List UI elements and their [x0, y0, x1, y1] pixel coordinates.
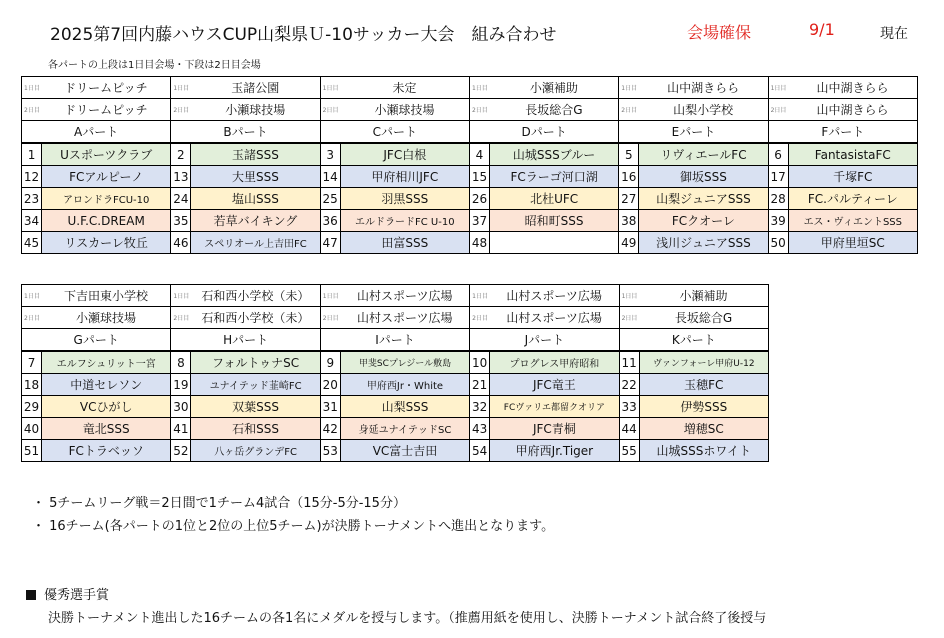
venue-cell: 下吉田東小学校 — [42, 285, 171, 307]
team-name: VC富士吉田 — [340, 440, 469, 462]
square-bullet-icon — [26, 590, 36, 600]
team-name: U.F.C.DREAM — [42, 210, 171, 232]
team-number: 18 — [22, 374, 42, 396]
venue-cell: 山村スポーツ広場 — [490, 307, 619, 329]
team-name: エルドラードFC U-10 — [340, 210, 469, 232]
team-name: アロンドラFCU-10 — [42, 188, 171, 210]
team-row — [22, 396, 769, 418]
venue-cell: 石和西小学校（未） — [191, 307, 320, 329]
bracket-table-g-to-k — [21, 284, 769, 472]
team-name: 伊勢SSS — [639, 396, 768, 418]
award-text: 決勝トーナメント進出した16チームの各1名にメダルを授与します。（推薦用紙を使用し、決勝トーナメント試合終了後授与 — [48, 611, 767, 626]
team-name: JFC竜王 — [490, 374, 619, 396]
team-name: 大里SSS — [191, 166, 320, 188]
venue-cell: 石和西小学校（未） — [191, 285, 320, 307]
venue-cell: 小瀬球技場 — [340, 99, 469, 121]
venue-cell: 山村スポーツ広場 — [340, 307, 469, 329]
day-label: 2日目 — [320, 99, 340, 121]
team-number: 6 — [768, 143, 788, 166]
team-name: リスカーレ牧丘 — [42, 232, 171, 254]
team-name: 竜北SSS — [42, 418, 171, 440]
team-name: FCトラベッソ — [42, 440, 171, 462]
venue-cell: 小瀬球技場 — [42, 307, 171, 329]
team-name: 塩山SSS — [191, 188, 320, 210]
venue-cell: 山村スポーツ広場 — [490, 285, 619, 307]
team-row — [22, 166, 918, 188]
team-number: 53 — [320, 440, 340, 462]
team-name: 田富SSS — [340, 232, 469, 254]
team-name: プログレス甲府昭和 — [490, 351, 619, 374]
team-name: 山梨SSS — [340, 396, 469, 418]
team-name: 若草バイキング — [191, 210, 320, 232]
team-number: 54 — [470, 440, 490, 462]
part-label: Dパート — [469, 121, 618, 144]
award-heading — [26, 584, 109, 603]
team-number: 22 — [619, 374, 639, 396]
team-name: 中道セレソン — [42, 374, 171, 396]
team-name: 浅川ジュニアSSS — [639, 232, 768, 254]
team-number: 31 — [320, 396, 340, 418]
day-label: 1日目 — [171, 77, 191, 99]
venue-cell: 山中湖きらら — [639, 77, 768, 99]
day-label: 1日目 — [469, 77, 489, 99]
team-number: 52 — [171, 440, 191, 462]
team-name: 羽黒SSS — [340, 188, 469, 210]
team-name: FCヴァリエ都留クオリア — [490, 396, 619, 418]
team-number: 43 — [470, 418, 490, 440]
team-row — [22, 351, 769, 374]
team-name: FCアルピーノ — [42, 166, 171, 188]
spacer-cell — [22, 462, 769, 473]
venue-cell: 山村スポーツ広場 — [340, 285, 469, 307]
team-number: 50 — [768, 232, 788, 254]
part-label-row — [22, 121, 918, 144]
team-name: ユナイテッド韮崎FC — [191, 374, 320, 396]
team-name: 甲府相川JFC — [340, 166, 469, 188]
team-row — [22, 374, 769, 396]
team-number: 9 — [320, 351, 340, 374]
team-number: 51 — [22, 440, 42, 462]
venue-cell: 長坂総合G — [639, 307, 768, 329]
team-name: 玉穂FC — [639, 374, 768, 396]
team-number: 38 — [619, 210, 639, 232]
team-number: 34 — [22, 210, 42, 232]
team-row — [22, 232, 918, 254]
part-label: Iパート — [320, 329, 469, 352]
team-number: 8 — [171, 351, 191, 374]
venue-note: 各パートの上段は1日目会場・下段は2日目会場 — [48, 60, 261, 71]
rule-league-format: ・ 5チームリーグ戦＝2日間で1チーム4試合（15分-5分-15分） — [32, 496, 406, 511]
day-label: 2日目 — [469, 99, 489, 121]
day-label: 1日目 — [470, 285, 490, 307]
part-label: Gパート — [22, 329, 171, 352]
team-number: 30 — [171, 396, 191, 418]
page-title: 2025第7回内藤ハウスCUP山梨県Ｕ-10サッカー大会 組み合わせ — [50, 25, 557, 45]
day-label: 2日目 — [768, 99, 788, 121]
team-number: 23 — [22, 188, 42, 210]
venue-cell: 小瀬補助 — [489, 77, 618, 99]
team-number: 42 — [320, 418, 340, 440]
team-name: 甲府西Jr・White — [340, 374, 469, 396]
day-label: 2日目 — [171, 99, 191, 121]
team-name: 玉諸SSS — [191, 143, 320, 166]
team-name: 山城SSSブルー — [489, 143, 618, 166]
spacer-row — [22, 254, 918, 265]
team-number: 3 — [320, 143, 340, 166]
venue-cell: 山梨小学校 — [639, 99, 768, 121]
team-number: 46 — [171, 232, 191, 254]
team-number: 40 — [22, 418, 42, 440]
day-label: 1日目 — [171, 285, 191, 307]
status-date: 9/1 — [809, 20, 835, 39]
team-number: 44 — [619, 418, 639, 440]
team-name: 増穂SC — [639, 418, 768, 440]
team-number: 11 — [619, 351, 639, 374]
day-label: 2日目 — [22, 307, 42, 329]
team-number: 14 — [320, 166, 340, 188]
day-label: 1日目 — [22, 285, 42, 307]
part-label-row — [22, 329, 769, 352]
part-label: Fパート — [768, 121, 917, 144]
team-number: 36 — [320, 210, 340, 232]
day-label: 1日目 — [320, 77, 340, 99]
team-number: 17 — [768, 166, 788, 188]
venue-status-label: 会場確保 — [687, 23, 752, 42]
team-name: リヴィエールFC — [639, 143, 768, 166]
team-name: 北杜UFC — [489, 188, 618, 210]
venue-cell: 長坂総合G — [489, 99, 618, 121]
day-label: 1日目 — [22, 77, 42, 99]
day-label: 1日目 — [768, 77, 788, 99]
day2-venue-row — [22, 99, 918, 121]
team-number: 13 — [171, 166, 191, 188]
team-number: 10 — [470, 351, 490, 374]
team-name: 八ヶ岳グランデFC — [191, 440, 320, 462]
team-name: Uスポーツクラブ — [42, 143, 171, 166]
team-number: 27 — [619, 188, 639, 210]
part-label: Aパート — [22, 121, 171, 144]
team-name: スペリオール上吉田FC — [191, 232, 320, 254]
team-number: 28 — [768, 188, 788, 210]
rule-tournament-advance: ・ 16チーム(各パートの1位と2位の上位5チーム)が決勝トーナメントへ進出となります。 — [32, 519, 555, 534]
venue-cell: 小瀬補助 — [639, 285, 768, 307]
venue-cell: 山中湖きらら — [788, 99, 917, 121]
day-label: 2日目 — [619, 307, 639, 329]
team-number: 19 — [171, 374, 191, 396]
team-name: 山梨ジュニアSSS — [639, 188, 768, 210]
team-name: エス・ヴィエントSSS — [788, 210, 917, 232]
part-label: Hパート — [171, 329, 320, 352]
day-label: 2日目 — [171, 307, 191, 329]
part-label: Bパート — [171, 121, 320, 144]
team-number: 7 — [22, 351, 42, 374]
day-label: 2日目 — [619, 99, 639, 121]
team-number: 16 — [619, 166, 639, 188]
team-name: FC.パルティーレ — [788, 188, 917, 210]
award-heading-label: 優秀選手賞 — [44, 588, 110, 603]
team-name: FCクオーレ — [639, 210, 768, 232]
day1-venue-row — [22, 285, 769, 307]
team-number: 1 — [22, 143, 42, 166]
team-name: 御坂SSS — [639, 166, 768, 188]
team-number: 4 — [469, 143, 489, 166]
team-number: 45 — [22, 232, 42, 254]
part-label: Cパート — [320, 121, 469, 144]
team-name: 石和SSS — [191, 418, 320, 440]
team-name: JFC青桐 — [490, 418, 619, 440]
team-name: 甲斐SCプレジール敷島 — [340, 351, 469, 374]
team-number: 37 — [469, 210, 489, 232]
spacer-row — [22, 462, 769, 473]
team-row — [22, 143, 918, 166]
venue-cell: 小瀬球技場 — [191, 99, 320, 121]
team-row — [22, 210, 918, 232]
team-name: JFC白根 — [340, 143, 469, 166]
venue-cell: 山中湖きらら — [788, 77, 917, 99]
team-number: 48 — [469, 232, 489, 254]
team-name: 千塚FC — [788, 166, 917, 188]
part-label: Eパート — [619, 121, 768, 144]
day-label: 1日目 — [619, 285, 639, 307]
team-name: 双葉SSS — [191, 396, 320, 418]
part-label: Jパート — [470, 329, 619, 352]
team-number: 35 — [171, 210, 191, 232]
team-number: 55 — [619, 440, 639, 462]
team-number: 26 — [469, 188, 489, 210]
team-number: 29 — [22, 396, 42, 418]
team-number: 21 — [470, 374, 490, 396]
bracket-table-a-to-f — [21, 76, 918, 264]
team-name: 山城SSSホワイト — [639, 440, 768, 462]
team-name: ヴァンフォーレ甲府U-12 — [639, 351, 768, 374]
team-row — [22, 418, 769, 440]
team-name: 昭和町SSS — [489, 210, 618, 232]
team-number: 33 — [619, 396, 639, 418]
team-number: 24 — [171, 188, 191, 210]
day-label: 2日目 — [470, 307, 490, 329]
team-name: 甲府西Jr.Tiger — [490, 440, 619, 462]
day-label: 2日目 — [320, 307, 340, 329]
team-number: 49 — [619, 232, 639, 254]
venue-cell: ドリームピッチ — [42, 99, 171, 121]
venue-cell: 未定 — [340, 77, 469, 99]
team-name: エルフシュリット一宮 — [42, 351, 171, 374]
team-number: 5 — [619, 143, 639, 166]
team-name: フォルトゥナSC — [191, 351, 320, 374]
day-label: 2日目 — [22, 99, 42, 121]
team-number: 32 — [470, 396, 490, 418]
team-number: 41 — [171, 418, 191, 440]
team-name — [489, 232, 618, 254]
day-label: 1日目 — [320, 285, 340, 307]
day1-venue-row — [22, 77, 918, 99]
team-name: FantasistaFC — [788, 143, 917, 166]
team-name: 甲府里垣SC — [788, 232, 917, 254]
part-label: Kパート — [619, 329, 768, 352]
team-name: FCラーゴ河口湖 — [489, 166, 618, 188]
team-number: 15 — [469, 166, 489, 188]
team-number: 20 — [320, 374, 340, 396]
venue-cell: 玉諸公園 — [191, 77, 320, 99]
day2-venue-row — [22, 307, 769, 329]
team-name: VCひがし — [42, 396, 171, 418]
as-of-label: 現在 — [880, 26, 908, 42]
team-number: 39 — [768, 210, 788, 232]
day-label: 1日目 — [619, 77, 639, 99]
team-number: 47 — [320, 232, 340, 254]
team-row — [22, 188, 918, 210]
venue-cell: ドリームピッチ — [42, 77, 171, 99]
team-row — [22, 440, 769, 462]
team-number: 25 — [320, 188, 340, 210]
spacer-cell — [22, 254, 918, 265]
team-name: 身延ユナイテッドSC — [340, 418, 469, 440]
team-number: 2 — [171, 143, 191, 166]
team-number: 12 — [22, 166, 42, 188]
